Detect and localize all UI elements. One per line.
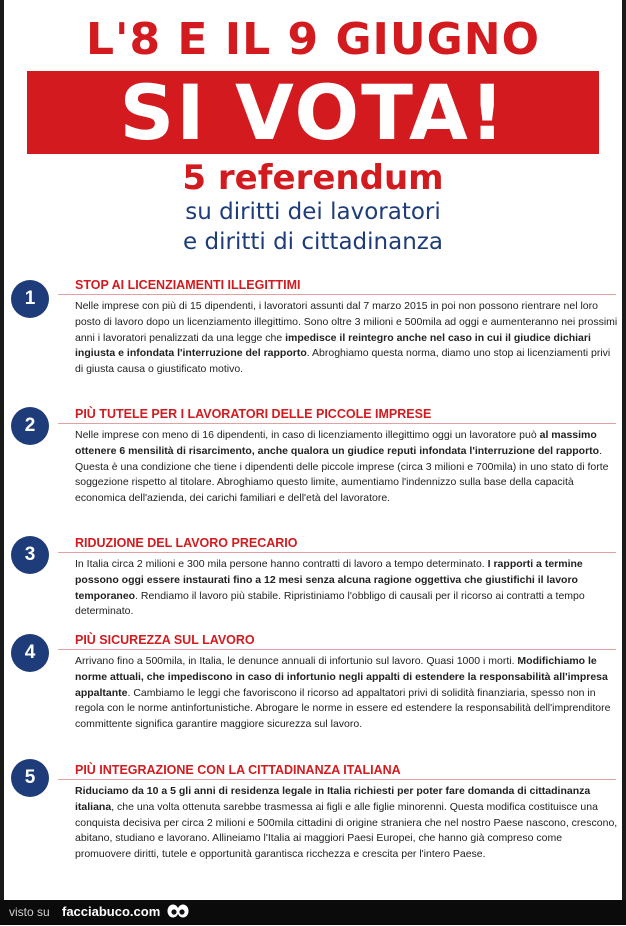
section-number-badge: 5 xyxy=(11,759,49,797)
section-divider xyxy=(58,552,616,553)
watermark-footer xyxy=(0,900,626,925)
section-divider xyxy=(58,423,616,424)
section-title: PIÙ INTEGRAZIONE CON LA CITTADINANZA ITALIANA xyxy=(75,763,401,777)
referendum-count: 5 referendum xyxy=(182,158,444,198)
section-body: Arrivano fino a 500mila, in Italia, le denunce annuali di infortunio sul lavoro. Quasi 1000 i morti. Modifichiamo le norme attuali, che impediscono in caso di infortunio negli appalti di estendere la responsabilità all'impresa appaltante. Cambiamo le leggi che favoriscono il ricorso ad appaltatori privi di solidità finanziaria, spesso non in regola con le norme antinfortunistiche. Abrogare le norme in essere ed estendere la responsabilità dell'imprenditore committente significa garantire maggiore sicurezza sul lavoro. xyxy=(75,655,611,731)
section-title: STOP AI LICENZIAMENTI ILLEGITTIMI xyxy=(75,278,301,292)
section-body: Riduciamo da 10 a 5 gli anni di residenza legale in Italia richiesti per poter fare domanda di cittadinanza italiana, che una volta ottenuta sarebbe trasmessa ai figli e alle figlie minorenni. Questa modifica costituisce una conquista decisiva per circa 2 milioni e 500mila cittadini di origine straniera che nel nostro Paese nascono, crescono, abitano, studiano e lavorano. Allineiamo l'Italia ai maggiori Paesi Europei, che hanno già compreso come promuovere diritti, tutele e opportunità garantisca ricchezza e crescita per l'intero Paese. xyxy=(75,785,618,861)
eyes-logo-icon xyxy=(166,903,190,926)
site-link[interactable]: facciabuco.com xyxy=(62,904,161,919)
section-body: Nelle imprese con meno di 16 dipendenti, in caso di licenziamento illegittimo oggi un lavoratore può al massimo ottenere 6 mensilità di risarcimento, anche qualora un giudice reputi infondata l'interruzione del rapporto. Questa è una condizione che tiene i dipendenti delle piccole imprese (circa 3 milioni e 700mila) in uno stato di forte soggezione rispetto al titolare. Abroghiamo questo limite, aumentiamo l'indennizzo sulla base della capacità economica dell'azienda, dei carichi familiari e dell'età del lavoratore. xyxy=(75,429,609,505)
subtitle-line-2: e diritti di cittadinanza xyxy=(183,229,443,255)
section-body: In Italia circa 2 milioni e 300 mila persone hanno contratti di lavoro a tempo determinato. I rapporti a termine possono oggi essere instaurati fino a 12 mesi senza alcuna ragione oggettiva che giustifichi il lavoro temporaneo. Rendiamo il lavoro più stabile. Ripristiniamo l'obbligo di causali per il ricorso ai contratti a tempo determinato. xyxy=(75,558,585,618)
section-title: PIÙ SICUREZZA SUL LAVORO xyxy=(75,633,255,647)
section-title: RIDUZIONE DEL LAVORO PRECARIO xyxy=(75,536,298,550)
section-divider xyxy=(58,649,616,650)
section-number-badge: 4 xyxy=(11,634,49,672)
subtitle-line-1: su diritti dei lavoratori xyxy=(185,199,441,225)
section-divider xyxy=(58,294,616,295)
date-heading: L'8 E IL 9 GIUGNO xyxy=(85,14,541,65)
section-number-badge: 1 xyxy=(11,280,49,318)
section-title: PIÙ TUTELE PER I LAVORATORI DELLE PICCOLE IMPRESE xyxy=(75,407,432,421)
section-number-badge: 2 xyxy=(11,407,49,445)
section-divider xyxy=(58,779,616,780)
section-number-badge: 3 xyxy=(11,536,49,574)
left-border xyxy=(0,0,4,900)
visto-su-label: visto su xyxy=(9,905,50,919)
vote-banner xyxy=(27,68,599,157)
right-border xyxy=(622,0,626,900)
vote-banner-text: SI VOTA! xyxy=(119,68,507,157)
section-body: Nelle imprese con più di 15 dipendenti, i lavoratori assunti dal 7 marzo 2015 in poi non possono rientrare nel loro posto di lavoro dopo un licenziamento illegittimo. Sono oltre 3 milioni e 500mila ad oggi e aumenteranno nei prossimi anni i lavoratori penalizzati da una legge che impedisce il reintegro anche nel caso in cui il giudice dichiari ingiusta e infondata l'interruzione del rapporto. Abroghiamo questa norma, diamo uno stop ai licenziamenti privi di giusta causa o giustificato motivo. xyxy=(75,300,618,376)
